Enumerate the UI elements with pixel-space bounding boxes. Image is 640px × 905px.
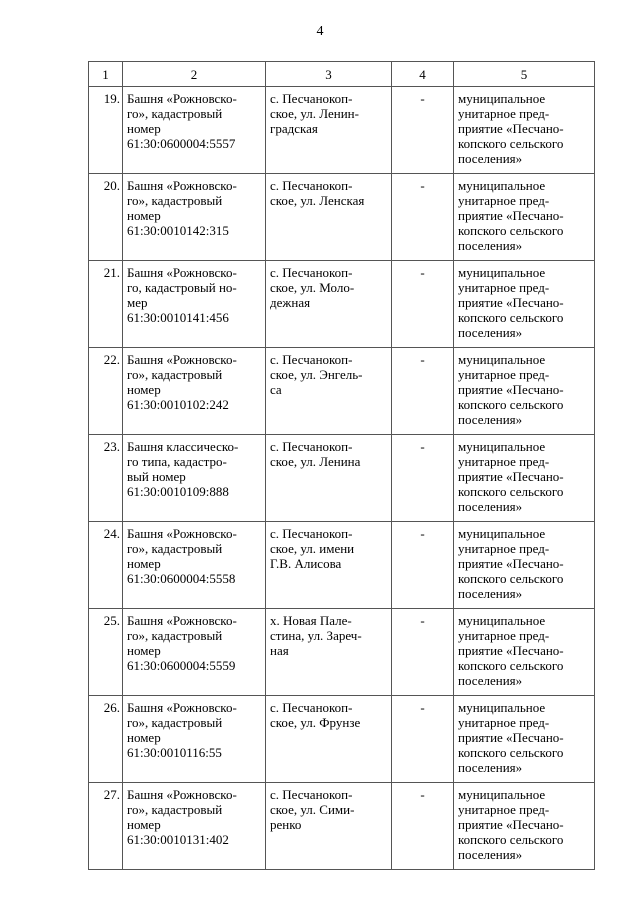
- address-cell: [266, 174, 392, 261]
- owner-line: поселения»: [458, 412, 523, 427]
- owner-cell: [454, 783, 595, 870]
- column-4-cell: -: [392, 174, 454, 261]
- owner-line: копского сельского: [458, 484, 564, 499]
- table-header-row: [89, 62, 595, 87]
- address-cell: [266, 261, 392, 348]
- table-row: [89, 609, 595, 696]
- owner-cell: [454, 522, 595, 609]
- owner-line: поселения»: [458, 238, 523, 253]
- address-line: с. Песчанокоп-: [270, 700, 353, 715]
- owner-line: муниципальное: [458, 91, 546, 106]
- owner-line: муниципальное: [458, 787, 546, 802]
- object-name-cell: [123, 522, 266, 609]
- owner-cell: [454, 87, 595, 174]
- owner-line: копского сельского: [458, 745, 564, 760]
- object-name-line: номер: [127, 556, 161, 571]
- object-name-line: го», кадастровый: [127, 193, 223, 208]
- column-4-cell: -: [392, 87, 454, 174]
- owner-line: приятие «Песчано-: [458, 556, 564, 571]
- table-row: [89, 522, 595, 609]
- table-row: [89, 174, 595, 261]
- object-name-cell: [123, 261, 266, 348]
- object-name-line: вый номер: [127, 469, 186, 484]
- address-line: ское, ул. Ленина: [270, 454, 361, 469]
- owner-cell: [454, 609, 595, 696]
- object-name-cell: [123, 348, 266, 435]
- owner-line: приятие «Песчано-: [458, 730, 564, 745]
- table-row: [89, 348, 595, 435]
- address-line: ское, ул. Моло-: [270, 280, 355, 295]
- object-name-line: го, кадастровый но-: [127, 280, 237, 295]
- address-line: дежная: [270, 295, 311, 310]
- address-cell: [266, 348, 392, 435]
- owner-line: унитарное пред-: [458, 106, 550, 121]
- owner-line: копского сельского: [458, 223, 564, 238]
- object-name-cell: [123, 174, 266, 261]
- address-cell: [266, 522, 392, 609]
- object-name-line: Башня «Рожновско-: [127, 91, 237, 106]
- column-header: 5: [454, 62, 595, 87]
- address-line: с. Песчанокоп-: [270, 91, 353, 106]
- address-line: стина, ул. Зареч-: [270, 628, 362, 643]
- address-line: са: [270, 382, 282, 397]
- row-number: 26.: [89, 696, 123, 783]
- object-name-line: номер: [127, 643, 161, 658]
- owner-line: копского сельского: [458, 136, 564, 151]
- table-body: [89, 87, 595, 870]
- page-number: 4: [316, 24, 324, 39]
- object-name-cell: [123, 783, 266, 870]
- object-name-cell: [123, 609, 266, 696]
- owner-line: поселения»: [458, 847, 523, 862]
- row-number: 24.: [89, 522, 123, 609]
- column-header: 4: [392, 62, 454, 87]
- object-name-line: Башня «Рожновско-: [127, 700, 237, 715]
- address-line: ское, ул. Сими-: [270, 802, 355, 817]
- address-line: ское, ул. имени: [270, 541, 355, 556]
- table-row: [89, 783, 595, 870]
- owner-cell: [454, 435, 595, 522]
- owner-line: поселения»: [458, 760, 523, 775]
- row-number: 20.: [89, 174, 123, 261]
- row-number: 22.: [89, 348, 123, 435]
- object-name-line: го», кадастровый: [127, 715, 223, 730]
- owner-line: унитарное пред-: [458, 193, 550, 208]
- column-4-cell: -: [392, 783, 454, 870]
- object-name-line: 61:30:0010131:402: [127, 832, 229, 847]
- object-name-line: Башня «Рожновско-: [127, 352, 237, 367]
- object-name-line: номер: [127, 730, 161, 745]
- row-number: 27.: [89, 783, 123, 870]
- owner-line: поселения»: [458, 151, 523, 166]
- owner-line: приятие «Песчано-: [458, 295, 564, 310]
- owner-line: поселения»: [458, 325, 523, 340]
- object-name-line: 61:30:0010141:456: [127, 310, 229, 325]
- object-name-line: Башня «Рожновско-: [127, 787, 237, 802]
- address-line: с. Песчанокоп-: [270, 787, 353, 802]
- owner-line: приятие «Песчано-: [458, 121, 564, 136]
- address-line: ная: [270, 643, 289, 658]
- owner-line: муниципальное: [458, 265, 546, 280]
- address-line: градская: [270, 121, 318, 136]
- object-name-line: го», кадастровый: [127, 106, 223, 121]
- address-line: Г.В. Алисова: [270, 556, 342, 571]
- object-name-line: 61:30:0010142:315: [127, 223, 229, 238]
- owner-cell: [454, 696, 595, 783]
- address-line: ское, ул. Фрунзе: [270, 715, 361, 730]
- owner-line: копского сельского: [458, 571, 564, 586]
- object-name-cell: [123, 696, 266, 783]
- table-row: [89, 435, 595, 522]
- address-line: с. Песчанокоп-: [270, 439, 353, 454]
- address-cell: [266, 435, 392, 522]
- table-row: [89, 696, 595, 783]
- object-name-line: го», кадастровый: [127, 367, 223, 382]
- owner-line: унитарное пред-: [458, 454, 550, 469]
- address-cell: [266, 87, 392, 174]
- object-name-line: мер: [127, 295, 148, 310]
- owner-line: муниципальное: [458, 700, 546, 715]
- column-4-cell: -: [392, 348, 454, 435]
- object-name-line: номер: [127, 382, 161, 397]
- owner-line: копского сельского: [458, 658, 564, 673]
- object-name-cell: [123, 435, 266, 522]
- object-name-line: 61:30:0010102:242: [127, 397, 229, 412]
- table-row: [89, 261, 595, 348]
- owner-line: поселения»: [458, 586, 523, 601]
- address-line: с. Песчанокоп-: [270, 265, 353, 280]
- address-line: ское, ул. Энгель-: [270, 367, 363, 382]
- object-name-cell: [123, 87, 266, 174]
- object-name-line: Башня «Рожновско-: [127, 265, 237, 280]
- row-number: 23.: [89, 435, 123, 522]
- object-name-line: го», кадастровый: [127, 541, 223, 556]
- column-4-cell: -: [392, 696, 454, 783]
- owner-line: муниципальное: [458, 526, 546, 541]
- owner-line: унитарное пред-: [458, 715, 550, 730]
- column-header: 1: [89, 62, 123, 87]
- object-name-line: го», кадастровый: [127, 628, 223, 643]
- column-header: 3: [266, 62, 392, 87]
- owner-line: унитарное пред-: [458, 280, 550, 295]
- owner-line: копского сельского: [458, 310, 564, 325]
- owner-line: копского сельского: [458, 832, 564, 847]
- address-line: х. Новая Пале-: [270, 613, 352, 628]
- owner-line: муниципальное: [458, 613, 546, 628]
- object-name-line: го», кадастровый: [127, 802, 223, 817]
- column-header: 2: [123, 62, 266, 87]
- object-name-line: Башня «Рожновско-: [127, 613, 237, 628]
- owner-line: поселения»: [458, 499, 523, 514]
- object-name-line: 61:30:0600004:5558: [127, 571, 236, 586]
- column-4-cell: -: [392, 609, 454, 696]
- owner-line: копского сельского: [458, 397, 564, 412]
- owner-cell: [454, 174, 595, 261]
- owner-line: приятие «Песчано-: [458, 643, 564, 658]
- object-name-line: 61:30:0010109:888: [127, 484, 229, 499]
- object-name-line: 61:30:0600004:5559: [127, 658, 236, 673]
- address-cell: [266, 609, 392, 696]
- column-4-cell: -: [392, 261, 454, 348]
- address-line: с. Песчанокоп-: [270, 526, 353, 541]
- owner-line: приятие «Песчано-: [458, 469, 564, 484]
- object-name-line: номер: [127, 121, 161, 136]
- owner-line: приятие «Песчано-: [458, 208, 564, 223]
- owner-line: унитарное пред-: [458, 367, 550, 382]
- address-line: ренко: [270, 817, 302, 832]
- object-name-line: 61:30:0010116:55: [127, 745, 222, 760]
- object-name-line: 61:30:0600004:5557: [127, 136, 236, 151]
- owner-line: муниципальное: [458, 178, 546, 193]
- owner-line: муниципальное: [458, 439, 546, 454]
- row-number: 25.: [89, 609, 123, 696]
- property-table: [88, 61, 595, 870]
- object-name-line: номер: [127, 208, 161, 223]
- owner-line: унитарное пред-: [458, 802, 550, 817]
- object-name-line: Башня «Рожновско-: [127, 526, 237, 541]
- owner-line: унитарное пред-: [458, 628, 550, 643]
- object-name-line: номер: [127, 817, 161, 832]
- row-number: 21.: [89, 261, 123, 348]
- address-cell: [266, 783, 392, 870]
- table-row: [89, 87, 595, 174]
- object-name-line: Башня «Рожновско-: [127, 178, 237, 193]
- column-4-cell: -: [392, 522, 454, 609]
- owner-cell: [454, 348, 595, 435]
- owner-line: приятие «Песчано-: [458, 817, 564, 832]
- owner-line: муниципальное: [458, 352, 546, 367]
- object-name-line: го типа, кадастро-: [127, 454, 227, 469]
- address-line: с. Песчанокоп-: [270, 352, 353, 367]
- address-line: ское, ул. Ленская: [270, 193, 365, 208]
- object-name-line: Башня классическо-: [127, 439, 239, 454]
- address-line: с. Песчанокоп-: [270, 178, 353, 193]
- row-number: 19.: [89, 87, 123, 174]
- column-4-cell: -: [392, 435, 454, 522]
- owner-line: унитарное пред-: [458, 541, 550, 556]
- address-line: ское, ул. Ленин-: [270, 106, 359, 121]
- owner-line: приятие «Песчано-: [458, 382, 564, 397]
- owner-cell: [454, 261, 595, 348]
- address-cell: [266, 696, 392, 783]
- owner-line: поселения»: [458, 673, 523, 688]
